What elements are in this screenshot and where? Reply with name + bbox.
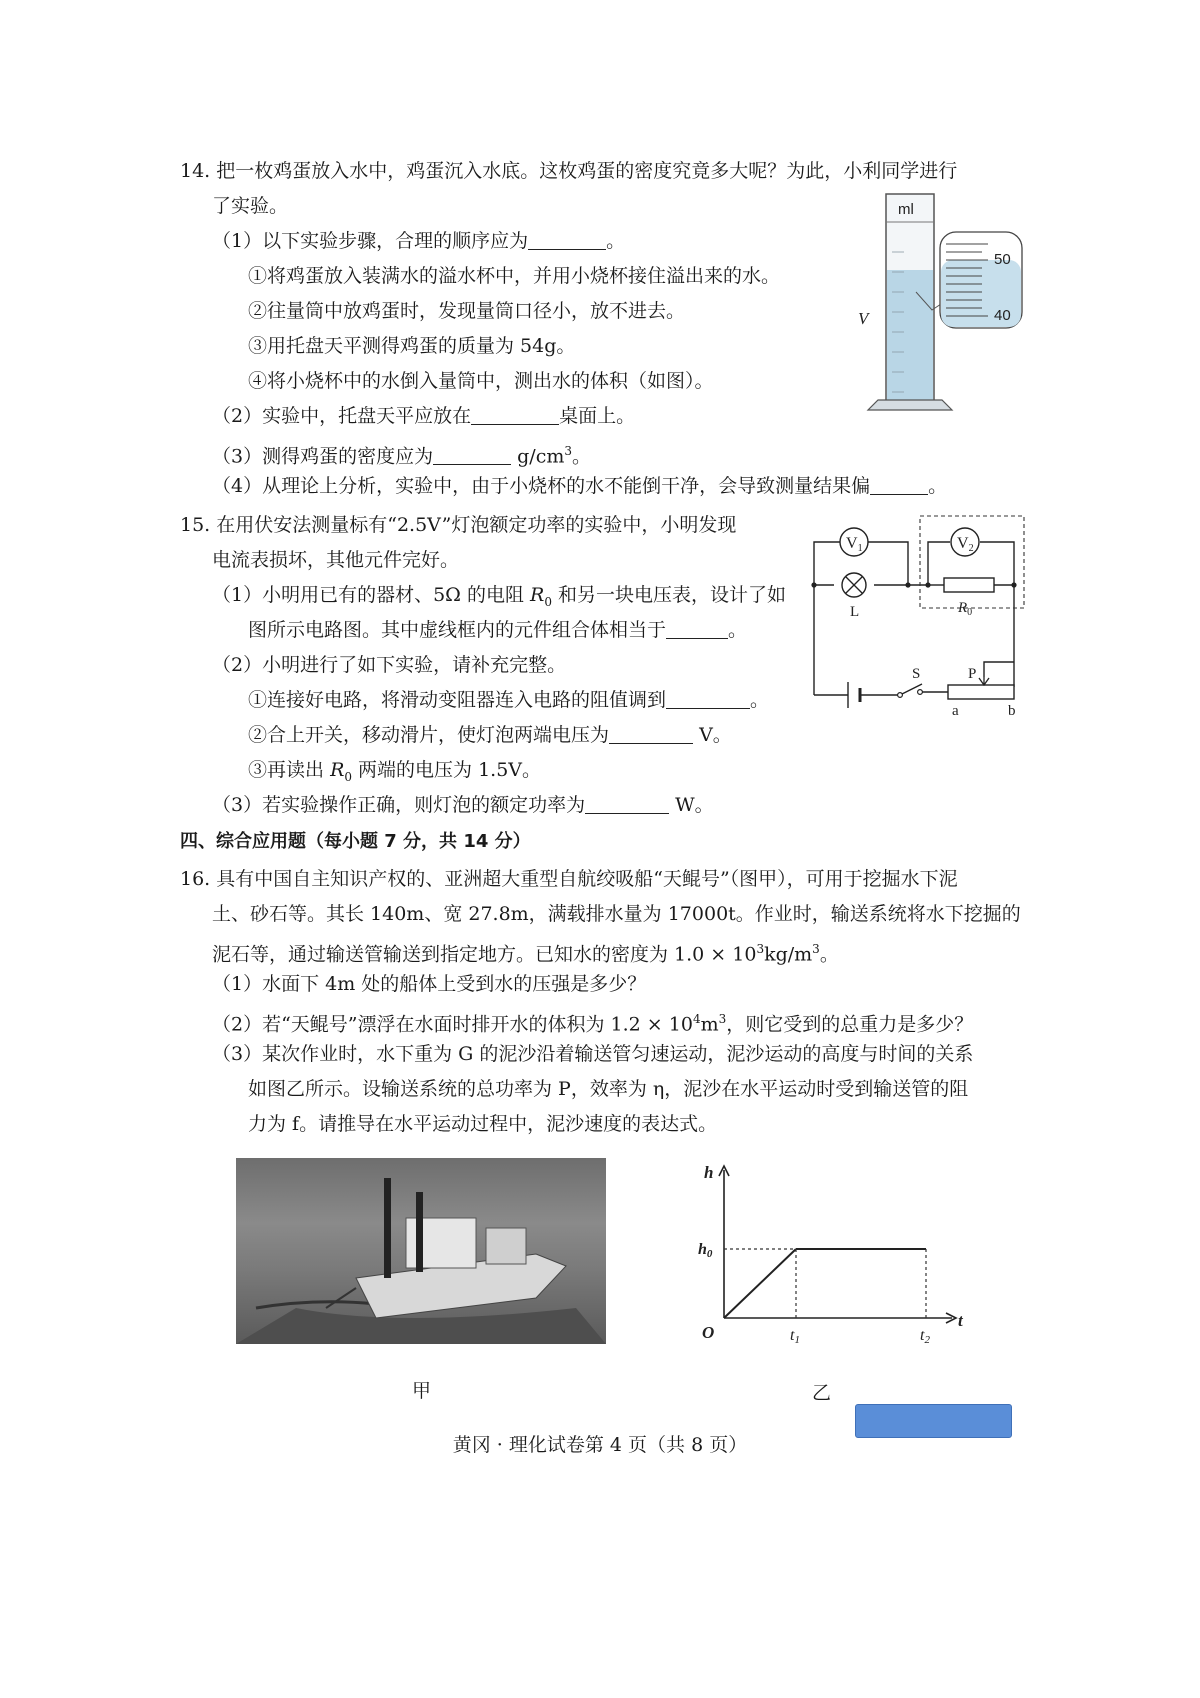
figure-a-caption: 甲 xyxy=(412,1380,432,1402)
node-dot xyxy=(905,582,910,587)
q15-r0-symbol: R xyxy=(530,584,545,606)
switch-icon xyxy=(918,690,923,695)
q16-line3-exp2: 3 xyxy=(812,942,820,956)
q16-part2-unit: m xyxy=(700,1013,719,1036)
q14-part3-unit: g/cm xyxy=(517,445,565,468)
q16-part3-line3: 力为 f。请推导在水平运动过程中，泥沙速度的表达式。 xyxy=(248,1113,718,1135)
q15-part1-line1 xyxy=(212,582,786,615)
q15-part1-text-a: （1）小明用已有的器材、5Ω 的电阻 xyxy=(212,584,524,606)
q16-part2-text: （2）若“天鲲号”漂浮在水面时排开水的体积为 1.2 × 10 xyxy=(212,1013,693,1036)
q14-step2: ②往量筒中放鸡蛋时，发现量筒口径小，放不进去。 xyxy=(248,300,686,322)
ship-photo xyxy=(236,1158,606,1344)
cutter-arm xyxy=(326,1288,356,1308)
q14-step3: ③用托盘天平测得鸡蛋的质量为 54g。 xyxy=(248,335,576,357)
q14-part2-text: （2）实验中，托盘天平应放在 xyxy=(212,405,472,427)
graduated-cylinder-figure xyxy=(848,192,1028,422)
section-heading: 四、综合应用题（每小题 7 分，共 14 分） xyxy=(180,831,531,852)
q15-step3-text-b: 两端的电压为 1.5V。 xyxy=(352,759,542,781)
q14-part3-unit-exp: 3 xyxy=(564,444,573,458)
q14-part1-text: （1）以下实验步骤，合理的顺序应为 xyxy=(212,230,529,252)
q16-part2-exp2: 3 xyxy=(718,1012,727,1026)
q15-part1-text-b: 和另一块电压表，设计了如 xyxy=(551,584,787,606)
q16-line3 xyxy=(212,936,839,967)
q14-part3-blank xyxy=(433,444,511,465)
node-dot xyxy=(1011,582,1016,587)
switch-label: S xyxy=(912,666,921,682)
q15-stem-line1: 15. 在用伏安法测量标有“2.5V”灯泡额定功率的实验中，小明发现 xyxy=(180,514,737,536)
voltmeter-v1-label: V1 xyxy=(846,535,863,554)
q16-part2 xyxy=(212,1006,973,1037)
page-footer: 黄冈 · 理化试卷第 4 页（共 8 页） xyxy=(452,1434,748,1456)
q14-part2-blank xyxy=(471,404,559,425)
ship-illustration xyxy=(236,1158,606,1344)
q14-part4-blank xyxy=(870,474,928,495)
q14-part2-tail: 桌面上。 xyxy=(559,405,636,427)
magnified-mark-50: 50 xyxy=(994,251,1011,268)
q16-part2-end: ，则它受到的总重力是多少？ xyxy=(726,1013,974,1036)
lamp-label: L xyxy=(850,604,860,620)
height-time-graph xyxy=(690,1158,980,1358)
rising-segment xyxy=(724,1249,796,1318)
origin-label: O xyxy=(702,1323,715,1342)
resistor-r0-icon xyxy=(944,578,994,592)
rheostat-end-b: b xyxy=(1008,703,1016,719)
wire-slider xyxy=(984,662,1014,677)
switch-icon xyxy=(898,693,903,698)
wire-v1-left xyxy=(814,542,840,585)
ship-mast xyxy=(416,1192,423,1272)
h0-label: h0 xyxy=(698,1241,713,1260)
q16-line3-text: 泥石等，通过输送管输送到指定地方。已知水的密度为 1.0 × 10 xyxy=(212,943,757,966)
q15-step2-blank xyxy=(609,723,693,744)
q14-part1: （1）以下实验步骤，合理的顺序应为 。 xyxy=(212,230,626,252)
voltmeter-v2-label: V2 xyxy=(957,535,974,554)
q16-line3-end: 。 xyxy=(819,943,839,966)
cylinder-volume-label: V xyxy=(858,309,869,328)
q15-stem-line2: 电流表损坏，其他元件完好。 xyxy=(212,549,460,571)
cylinder-base xyxy=(868,400,952,410)
resistor-r0-label: $R_0$ xyxy=(958,600,973,618)
q14-stem-line2: 了实验。 xyxy=(212,195,289,217)
circuit-diagram xyxy=(808,512,1028,722)
wire-v1-right xyxy=(868,542,908,585)
q16-line3-exp1: 3 xyxy=(756,942,765,956)
x-axis-label: t xyxy=(958,1311,963,1330)
q15-part1-text-c: 图所示电路图。其中虚线框内的元件组合体相当于 xyxy=(248,619,667,641)
q14-stem-line1: 14. 把一枚鸡蛋放入水中，鸡蛋沉入水底。这枚鸡蛋的密度究竟多大呢？为此，小利同学进行 xyxy=(180,160,958,182)
q15-part3-blank xyxy=(585,793,669,814)
ship-mast xyxy=(384,1178,391,1278)
q15-step1: ①连接好电路，将滑动变阻器连入电路的阻值调到 。 xyxy=(248,689,770,711)
q15-step3-r0-sub: 0 xyxy=(344,769,353,784)
q14-part1-blank xyxy=(528,229,606,250)
q15-part1-line2: 图所示电路图。其中虚线框内的元件组合体相当于 。 xyxy=(248,619,748,641)
slider-label: P xyxy=(968,666,977,682)
ship-bridge xyxy=(486,1228,526,1264)
q14-step4: ④将小烧杯中的水倒入量筒中，测出水的体积（如图）。 xyxy=(248,370,714,392)
q15-step2-unit: V。 xyxy=(699,724,732,746)
q15-part3-text: （3）若实验操作正确，则灯泡的额定功率为 xyxy=(212,794,586,816)
q14-part4: （4）从理论上分析，实验中，由于小烧杯的水不能倒干净，会导致测量结果偏 。 xyxy=(212,475,948,497)
q14-part3: （3）测得鸡蛋的密度应为 $g/cm^3$。 xyxy=(212,444,592,468)
node-dot xyxy=(811,582,816,587)
q16-part3-line2: 如图乙所示。设输送系统的总功率为 P，效率为 η，泥沙在水平运动时受到输送管的阻 xyxy=(248,1078,969,1100)
q14-part2 xyxy=(212,403,635,429)
q14-part3-text: （3）测得鸡蛋的密度应为 xyxy=(212,445,434,468)
q16-line3-unit: kg/m xyxy=(764,943,813,966)
slider-arrow-icon xyxy=(979,677,989,685)
t2-label: t2 xyxy=(920,1327,930,1346)
t1-label: t1 xyxy=(790,1327,800,1346)
q16-line1: 16. 具有中国自主知识产权的、亚洲超大重型自航绞吸船“天鲲号”（图甲），可用于挖掘水下泥 xyxy=(180,868,958,890)
q15-part2: （2）小明进行了如下实验，请补充完整。 xyxy=(212,654,567,676)
q14-step1: ①将鸡蛋放入装满水的溢水杯中，并用小烧杯接住溢出来的水。 xyxy=(248,265,781,287)
q15-step1-blank xyxy=(666,688,750,709)
q15-part3 xyxy=(212,792,714,818)
q15-r0-subscript: 0 xyxy=(544,594,552,609)
water-shadow xyxy=(236,1308,606,1344)
q15-step1-text: ①连接好电路，将滑动变阻器连入电路的阻值调到 xyxy=(248,689,667,711)
y-axis-label: h xyxy=(704,1163,714,1182)
q15-step3 xyxy=(248,757,541,790)
rheostat-icon xyxy=(948,685,1014,699)
rheostat-end-a: a xyxy=(952,703,959,719)
q15-part1-blank xyxy=(666,618,728,639)
q14-part4-text: （4）从理论上分析，实验中，由于小烧杯的水不能倒干净，会导致测量结果偏 xyxy=(212,475,871,497)
q15-step2-text: ②合上开关，移动滑片，使灯泡两端电压为 xyxy=(248,724,610,746)
cylinder-water xyxy=(887,270,933,401)
q16-part2-exp1: 4 xyxy=(692,1012,701,1026)
q16-line2: 土、砂石等。其长 140m、宽 27.8m，满载排水量为 17000t。作业时，输送系统将水下挖掘的 xyxy=(212,903,1021,925)
magnified-mark-40: 40 xyxy=(994,307,1011,324)
node-dot xyxy=(925,582,930,587)
q16-part1: （1）水面下 4m 处的船体上受到水的压强是多少？ xyxy=(212,973,647,995)
q15-step3-r0: R xyxy=(330,759,345,781)
q16-part3-line1: （3）某次作业时，水下重为 G 的泥沙沿着输送管匀速运动，泥沙运动的高度与时间的关系 xyxy=(212,1043,974,1065)
q15-step3-text-a: ③再读出 xyxy=(248,759,325,781)
q15-part3-unit: W。 xyxy=(675,794,714,816)
q15-step2 xyxy=(248,722,732,748)
pipeline xyxy=(256,1302,376,1308)
cylinder-unit-label: ml xyxy=(898,201,914,218)
figure-b-caption: 乙 xyxy=(812,1382,832,1404)
